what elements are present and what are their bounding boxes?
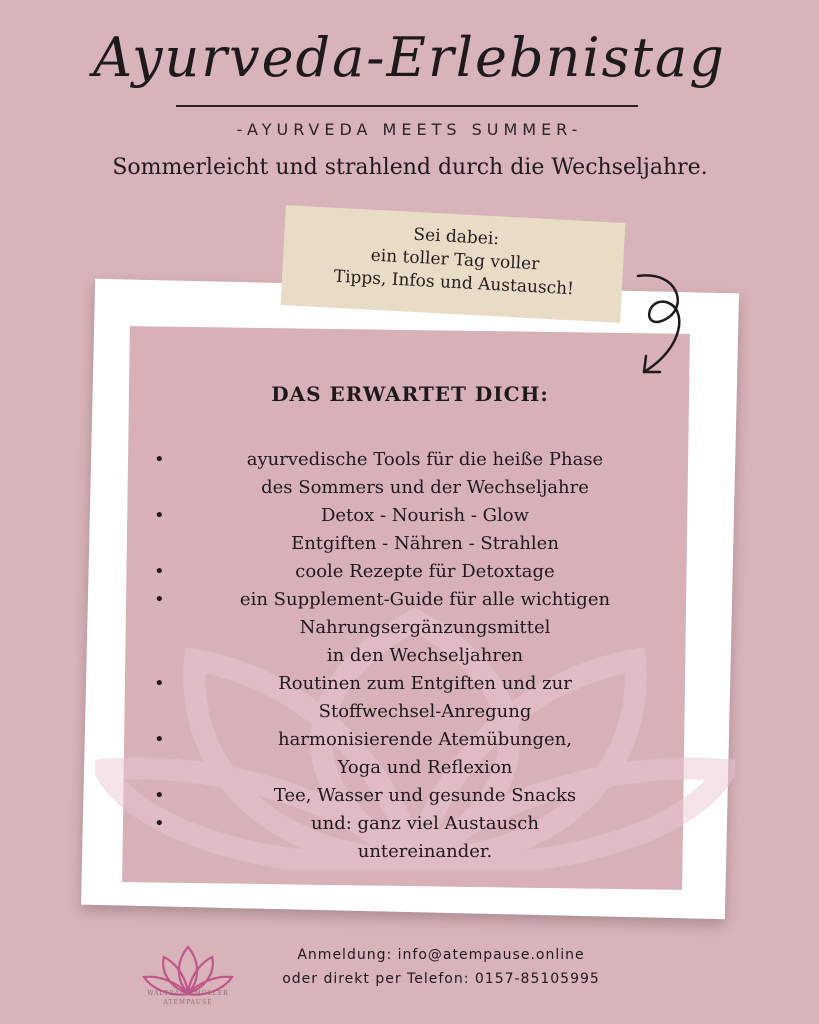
footer-line-email: Anmeldung: info@atempause.online xyxy=(297,947,585,963)
list-item-line: coole Rezepte für Detoxtage xyxy=(295,561,555,582)
bullet-icon: • xyxy=(154,449,165,470)
bullet-icon: • xyxy=(154,673,165,694)
list-item xyxy=(150,502,690,558)
footer-line-phone: oder direkt per Telefon: 0157-85105995 xyxy=(282,971,600,987)
feature-list xyxy=(150,446,690,866)
list-item-line: harmonisierende Atemübungen, xyxy=(277,729,572,750)
list-item xyxy=(150,446,690,502)
bullet-icon: • xyxy=(154,813,165,834)
list-item xyxy=(150,782,690,810)
list-item-line: ayurvedische Tools für die heiße Phase xyxy=(246,449,604,470)
list-item xyxy=(150,670,690,726)
bullet-icon: • xyxy=(154,729,165,750)
logo-brand: ATEMPAUSE xyxy=(163,999,213,1006)
bullet-icon: • xyxy=(154,561,165,582)
subtitle: -AYURVEDA MEETS SUMMER- xyxy=(236,120,583,139)
curly-arrow-icon xyxy=(618,268,698,388)
list-item-line: Detox - Nourish - Glow xyxy=(320,505,530,526)
list-item-line: Tee, Wasser und gesunde Snacks xyxy=(273,785,577,806)
list-item-line: Entgiften - Nähren - Strahlen xyxy=(291,533,559,554)
tape-line: ein toller Tag voller xyxy=(370,245,540,275)
tape-line: Tipps, Infos und Austausch! xyxy=(333,266,575,300)
title-underline xyxy=(176,105,638,107)
list-item-line: Yoga und Reflexion xyxy=(337,757,513,778)
footer-contact xyxy=(256,943,626,991)
list-item-line: Stoffwechsel-Anregung xyxy=(318,701,532,722)
list-item xyxy=(150,726,690,782)
bullet-icon: • xyxy=(154,785,165,806)
list-item-line: ein Supplement-Guide für alle wichtigen xyxy=(239,589,611,610)
list-item xyxy=(150,810,690,866)
list-item-line: und: ganz viel Austausch xyxy=(311,813,539,834)
section-heading: DAS ERWARTET DICH: xyxy=(271,382,549,406)
list-item-line: Routinen zum Entgiften und zur xyxy=(278,673,572,694)
list-item xyxy=(150,558,690,586)
tape-line: Sei dabei: xyxy=(412,224,500,250)
logo-name: WALTRAUD MÜLLER xyxy=(147,990,229,997)
list-item-line: des Sommers und der Wechseljahre xyxy=(261,477,589,498)
tagline: Sommerleicht und strahlend durch die Wechseljahre. xyxy=(112,155,708,180)
bullet-icon: • xyxy=(154,589,165,610)
list-item xyxy=(150,586,690,670)
list-item-line: in den Wechseljahren xyxy=(326,645,524,666)
page-title: Ayurveda-Erlebnistag xyxy=(93,26,726,89)
list-item-line: untereinander. xyxy=(357,841,493,862)
bullet-icon: • xyxy=(154,505,165,526)
list-item-line: Nahrungsergänzungsmittel xyxy=(299,617,551,638)
